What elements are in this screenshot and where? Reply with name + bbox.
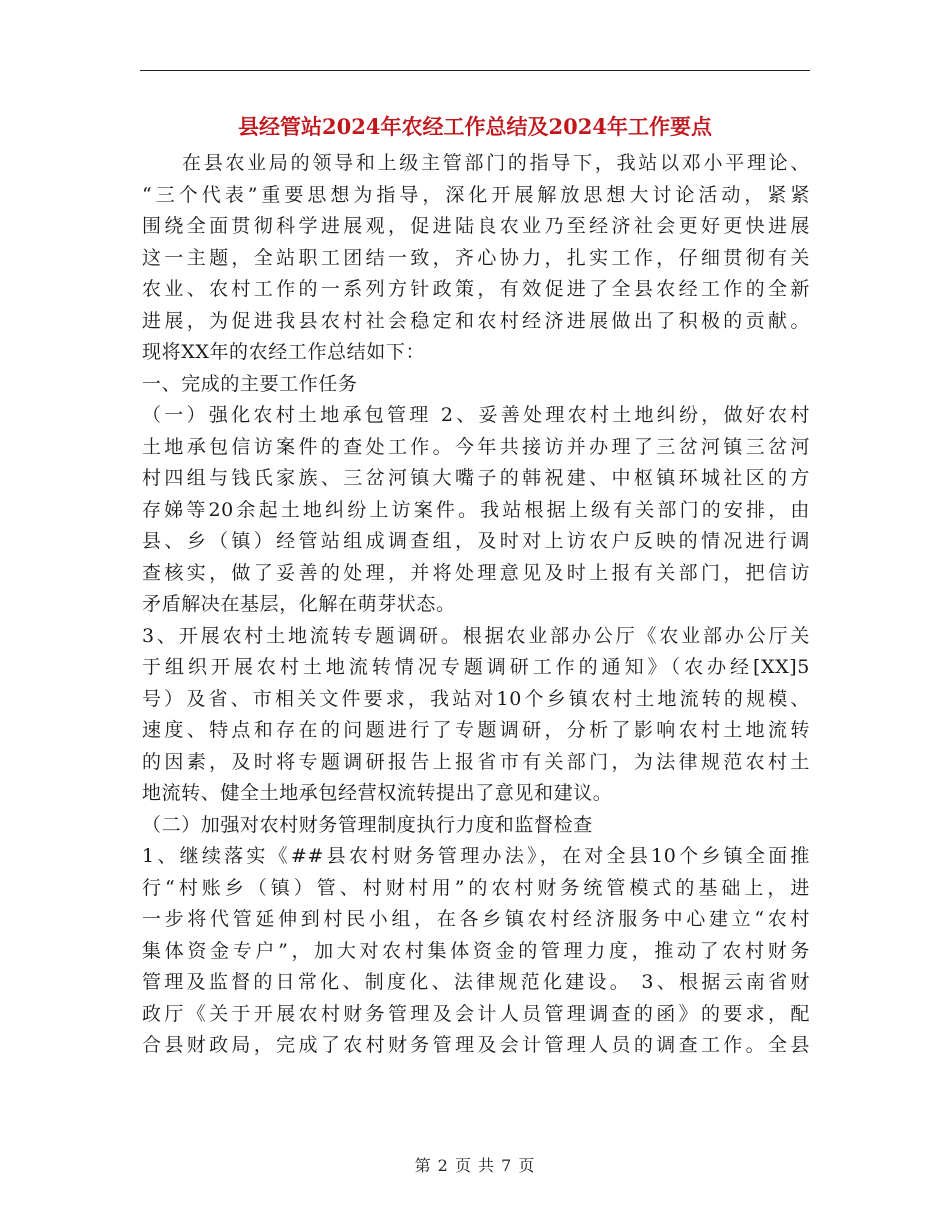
body-line: 行“村账乡（镇）管、村财村用”的农村财务统管模式的基础上，进 [142, 876, 810, 899]
body-line: （一）强化农村土地承包管理 2、妥善处理农村土地纠纷，做好农村 [142, 404, 810, 426]
body-line: （二）加强对农村财务管理制度执行力度和监督检查 [142, 813, 593, 836]
body-line: 于组织开展农村土地流转情况专题调研工作的通知》（农办经[XX]5 [142, 656, 810, 678]
body-line: 一步将代管延伸到村民小组，在各乡镇农村经济服务中心建立“农村 [142, 908, 810, 930]
body-line: 一、完成的主要工作任务 [142, 372, 358, 395]
body-line: 1、继续落实《##县农村财务管理办法》，在对全县10个乡镇全面推 [142, 845, 810, 867]
body-line: 政厅《关于开展农村财务管理及会计人员管理调查的函》的要求，配 [142, 1002, 810, 1025]
body-line: 3、开展农村土地流转专题调研。根据农业部办公厅《农业部办公厅关 [142, 624, 810, 647]
body-line: 查核实，做了妥善的处理，并将处理意见及时上报有关部门，把信访 [142, 561, 810, 584]
body-line: 存娣等20余起土地纠纷上访案件。我站根据上级有关部门的安排，由 [142, 498, 810, 521]
body-line: 县、乡（镇）经管站组成调查组，及时对上访农户反映的情况进行调 [142, 530, 810, 552]
body-line: 地流转、健全土地承包经营权流转提出了意见和建议。 [142, 782, 613, 804]
body-line: 农业、农村工作的一系列方针政策，有效促进了全县农经工作的全新 [142, 278, 810, 300]
body-line: 集体资金专户”，加大对农村集体资金的管理力度，推动了农村财务 [142, 939, 810, 962]
body-line: 矛盾解决在基层，化解在萌芽状态。 [142, 593, 456, 615]
body-line: 土地承包信访案件的查处工作。今年共接访并办理了三岔河镇三岔河 [142, 435, 810, 458]
body-line: 号）及省、市相关文件要求，我站对10个乡镇农村土地流转的规模、 [142, 687, 810, 710]
body-line: 速度、特点和存在的问题进行了专题调研，分析了影响农村土地流转 [142, 719, 810, 741]
page-footer: 第 2 页 共 7 页 [414, 1156, 536, 1175]
body-line: 在县农业局的领导和上级主管部门的指导下，我站以邓小平理论、 [182, 152, 810, 174]
body-line: 进展，为促进我县农村社会稳定和农村经济进展做出了积极的贡献。 [142, 309, 810, 332]
body-line: 围绕全面贯彻科学进展观，促进陆良农业乃至经济社会更好更快进展 [142, 215, 810, 237]
body-line: 管理及监督的日常化、制度化、法律规范化建设。 3、根据云南省财 [142, 971, 810, 993]
body-line: “三个代表”重要思想为指导，深化开展解放思想大讨论活动，紧紧 [142, 183, 810, 206]
document-body [142, 148, 810, 1062]
body-line: 现将XX年的农经工作总结如下： [142, 341, 426, 363]
body-line: 合县财政局，完成了农村财务管理及会计管理人员的调查工作。全县 [142, 1034, 810, 1056]
body-line: 的因素，及时将专题调研报告上报省市有关部门，为法律规范农村土 [142, 750, 810, 773]
body-line: 村四组与钱氏家族、三岔河镇大嘴子的韩祝建、中枢镇环城社区的方 [142, 467, 810, 489]
document-title: 县经管站2024年农经工作总结及2024年工作要点 [238, 114, 712, 139]
header-rule [140, 70, 810, 71]
body-line: 这一主题，全站职工团结一致，齐心协力，扎实工作，仔细贯彻有关 [142, 246, 810, 269]
